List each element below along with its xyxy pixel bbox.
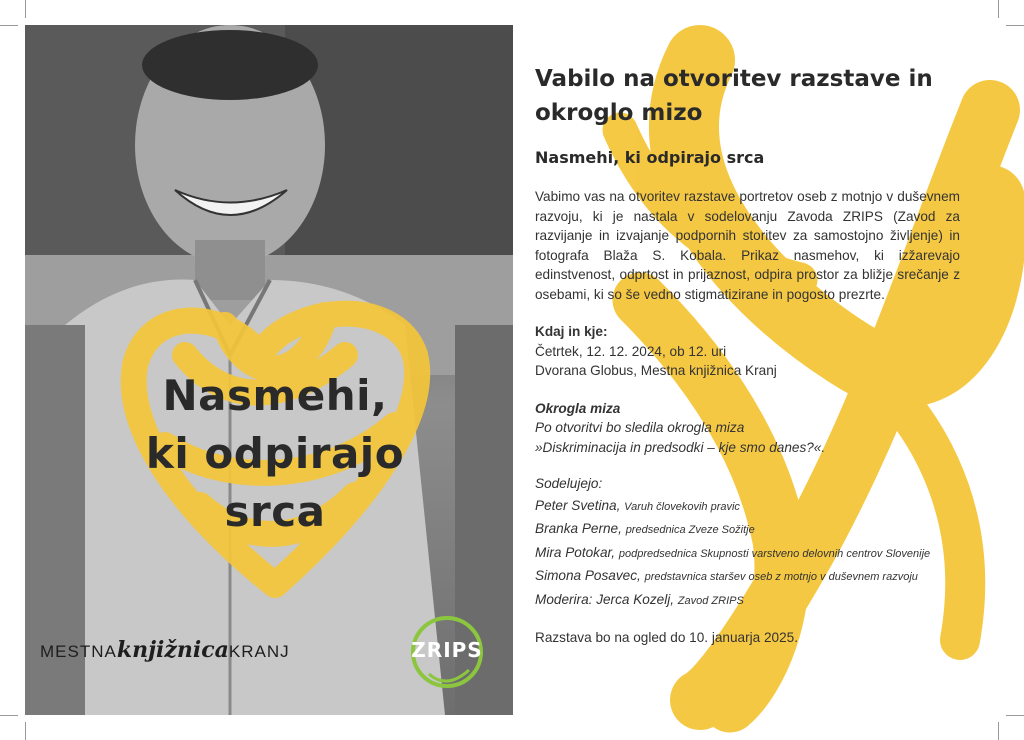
participant-row (535, 565, 960, 589)
invitation-text (535, 62, 960, 648)
portrait-photo (25, 25, 513, 715)
participant-name: Branka Perne, (535, 521, 622, 536)
invitation-subtitle: Nasmehi, ki odpirajo srca (535, 148, 765, 167)
participants-heading: Sodelujejo: (535, 476, 603, 491)
participant-name: Moderira: Jerca Kozelj, (535, 591, 675, 607)
participant-row (535, 495, 960, 519)
heart-title-line: ki odpirajo (145, 429, 405, 478)
participant-role: Zavod ZRIPS (677, 594, 744, 607)
participant-role: predstavnica staršev oseb z motnjo v duševnem razvoju (644, 571, 918, 583)
participant-role: predsednica Zveze Sožitje (625, 524, 755, 536)
crop-mark (25, 0, 26, 18)
participant-role: podpredsednica Skupnosti varstveno delovnih centrov Slovenije (618, 547, 931, 560)
zrips-logo (407, 612, 487, 692)
crop-mark (0, 25, 18, 26)
crop-mark (1006, 25, 1024, 26)
roundtable-section (535, 399, 960, 458)
participant-row (535, 518, 960, 542)
library-logo-prefix: MESTNA (40, 642, 117, 661)
poster-heart-title (125, 367, 425, 541)
library-logo-suffix: KRANJ (228, 642, 290, 661)
heart-title-line: Nasmehi, (162, 371, 388, 420)
participants-section (535, 473, 960, 612)
participant-row (535, 589, 960, 613)
participant-name: Mira Potokar, (535, 544, 616, 560)
invitation-title (535, 62, 960, 130)
participant-role: Varuh človekovih pravic (624, 500, 740, 513)
participant-name: Simona Posavec, (535, 568, 641, 583)
roundtable-text: »Diskriminacija in predsodki – kje smo danes?«. (535, 439, 826, 455)
crop-mark (998, 0, 999, 18)
participant-row (535, 542, 960, 566)
roundtable-text: Po otvoritvi bo sledila okrogla miza (535, 420, 745, 435)
zrips-logo-text: ZRIPS (411, 638, 483, 662)
event-place: Dvorana Globus, Mestna knjižnica Kranj (535, 363, 777, 378)
event-date: Četrtek, 12. 12. 2024, ob 12. uri (535, 343, 727, 359)
crop-mark (1006, 715, 1024, 716)
crop-mark (0, 715, 18, 716)
participant-name: Peter Svetina, (535, 497, 621, 513)
crop-mark (998, 722, 999, 740)
exhibition-closing-note: Razstava bo na ogled do 10. januarja 2025. (535, 630, 799, 645)
library-logo (40, 637, 290, 663)
heart-title-line: srca (224, 487, 326, 536)
roundtable-heading: Okrogla miza (535, 400, 621, 416)
title-line: okroglo mizo (535, 100, 703, 126)
title-line: Vabilo na otvoritev razstave in (535, 66, 933, 92)
when-heading: Kdaj in kje: (535, 324, 608, 339)
library-logo-script: knjižnica (116, 637, 229, 663)
when-where-section (535, 322, 960, 381)
crop-mark (25, 722, 26, 740)
invitation-intro: Vabimo vas na otvoritev razstave portretov oseb z motnjo v duševnem razvoju, ki je nastala v sodelovanju Zavoda ZRIPS (Zavod za razvijanje in izvajanje podpornih storitev za samostojno življenje) in fotografa Blaža S. Kobala. Prikaz nasmehov, ki izžarevajo edinstvenost, odprtost in prijaznost, odpira prostor za bližje srečanje z osebami, ki so še vedno stigmatizirane in pogosto prezrte. (535, 189, 960, 302)
